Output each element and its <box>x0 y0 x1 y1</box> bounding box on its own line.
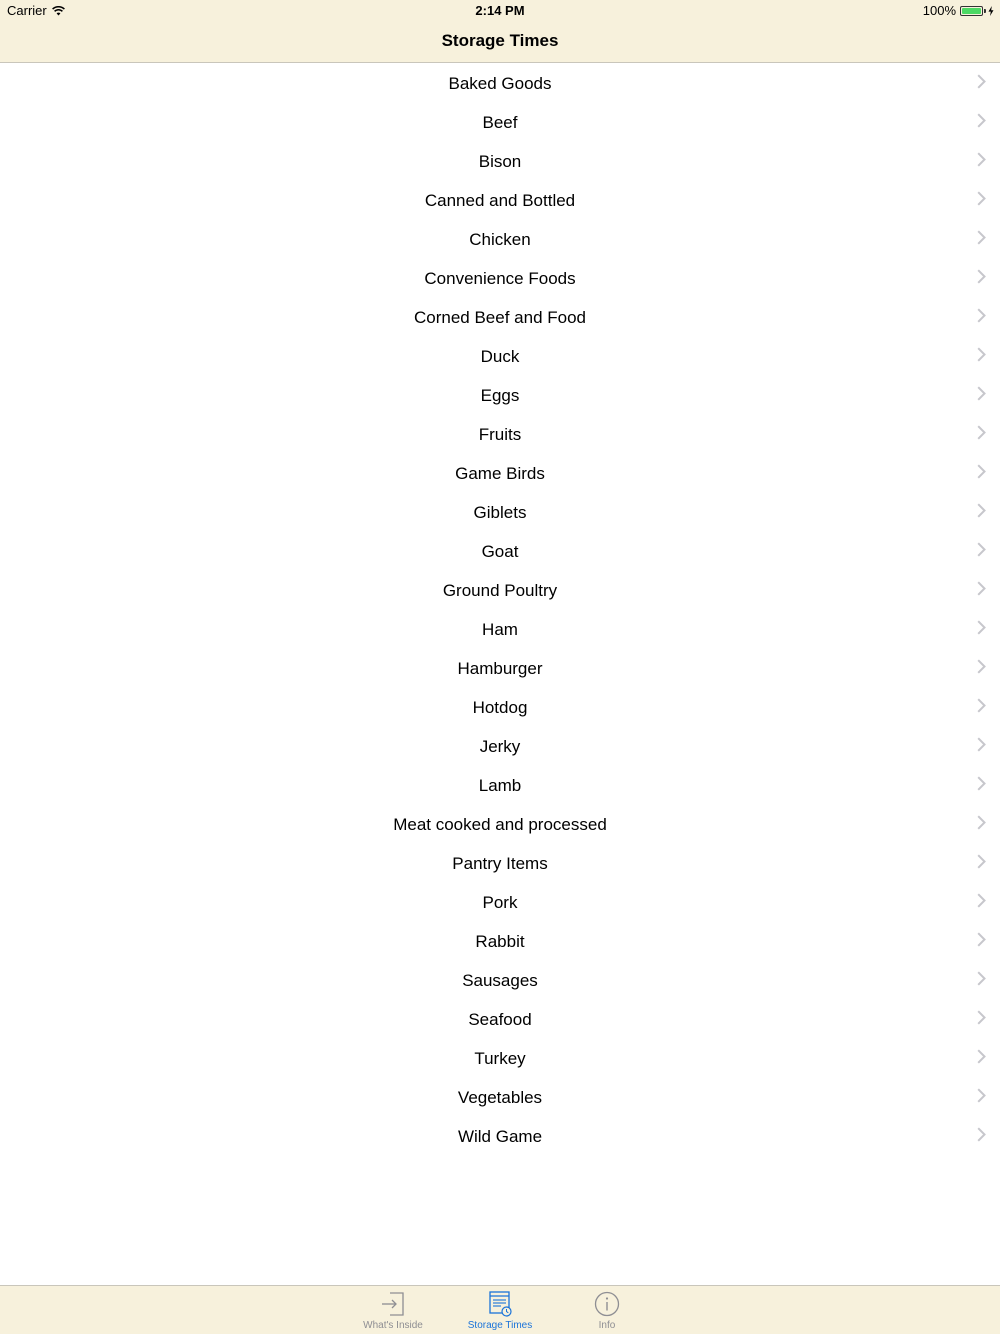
list-item[interactable] <box>0 141 1000 180</box>
list-item-label: Giblets <box>473 503 527 522</box>
list-item-label: Chicken <box>469 230 531 249</box>
list-item[interactable] <box>0 1077 1000 1116</box>
chevron-right-icon <box>977 308 986 323</box>
chevron-right-icon <box>977 1049 986 1064</box>
list-item[interactable] <box>0 726 1000 765</box>
chevron-right-icon <box>977 698 986 713</box>
list-item[interactable] <box>0 882 1000 921</box>
list-item-label: Jerky <box>479 737 521 756</box>
list-item-label: Pantry Items <box>452 854 548 873</box>
chevron-right-icon <box>977 74 986 89</box>
list-item[interactable] <box>0 570 1000 609</box>
chevron-right-icon <box>977 659 986 674</box>
list-item-label: Bison <box>478 152 522 171</box>
list-item[interactable] <box>0 609 1000 648</box>
list-item-label: Meat cooked and processed <box>393 815 607 834</box>
info-icon <box>593 1290 621 1318</box>
list-item-label: Duck <box>480 347 520 366</box>
status-right <box>923 3 994 18</box>
chevron-right-icon <box>977 503 986 518</box>
list-item[interactable] <box>0 375 1000 414</box>
list-item-label: Convenience Foods <box>424 269 576 288</box>
battery-tip <box>984 9 986 13</box>
status-time: 2:14 PM <box>475 3 525 18</box>
chevron-right-icon <box>977 425 986 440</box>
chevron-right-icon <box>977 776 986 791</box>
chevron-right-icon <box>977 269 986 284</box>
tab-storage-times[interactable] <box>450 1286 550 1334</box>
list-item-label: Goat <box>481 542 519 561</box>
list-item[interactable] <box>0 63 1000 102</box>
chevron-right-icon <box>977 1127 986 1142</box>
chevron-right-icon <box>977 347 986 362</box>
charging-bolt-icon <box>988 6 994 16</box>
list-item[interactable] <box>0 492 1000 531</box>
list-item[interactable] <box>0 960 1000 999</box>
chevron-right-icon <box>977 893 986 908</box>
list-item[interactable] <box>0 453 1000 492</box>
list-item[interactable] <box>0 219 1000 258</box>
chevron-right-icon <box>977 464 986 479</box>
chevron-right-icon <box>977 854 986 869</box>
list-item-label: Canned and Bottled <box>424 191 576 210</box>
list-item[interactable] <box>0 921 1000 960</box>
list-item-label: Sausages <box>462 971 538 990</box>
chevron-right-icon <box>977 152 986 167</box>
chevron-right-icon <box>977 1088 986 1103</box>
tab-info[interactable] <box>557 1286 657 1334</box>
list-item-label: Ham <box>482 620 518 639</box>
tab-label-storage-times: Storage Times <box>467 1320 533 1331</box>
list-item[interactable] <box>0 804 1000 843</box>
list-item[interactable] <box>0 687 1000 726</box>
page-title: Storage Times <box>441 31 559 50</box>
chevron-right-icon <box>977 620 986 635</box>
list-item[interactable] <box>0 102 1000 141</box>
list-item-label: Corned Beef and Food <box>413 308 586 327</box>
top-bar <box>0 0 1000 63</box>
list-item-label: Rabbit <box>475 932 525 951</box>
storage-times-icon <box>486 1290 514 1318</box>
chevron-right-icon <box>977 230 986 245</box>
list-item[interactable] <box>0 765 1000 804</box>
list-item[interactable] <box>0 999 1000 1038</box>
list-item-label: Game Birds <box>455 464 545 483</box>
list-item-label: Wild Game <box>457 1127 543 1146</box>
chevron-right-icon <box>977 386 986 401</box>
battery-percent: 100% <box>922 3 956 18</box>
battery-icon <box>960 6 983 16</box>
list-item[interactable] <box>0 1038 1000 1077</box>
list-item-label: Beef <box>482 113 518 132</box>
tab-bar <box>0 1285 1000 1334</box>
category-list <box>0 63 1000 1155</box>
list-item-label: Turkey <box>474 1049 526 1068</box>
chevron-right-icon <box>977 191 986 206</box>
chevron-right-icon <box>977 1010 986 1025</box>
list-item-label: Baked Goods <box>448 74 552 93</box>
sign-in-icon <box>379 1290 407 1318</box>
list-item-label: Lamb <box>478 776 522 795</box>
list-item-label: Hamburger <box>457 659 543 678</box>
list-item-label: Hotdog <box>472 698 528 717</box>
list-item-label: Vegetables <box>457 1088 543 1107</box>
list-item[interactable] <box>0 297 1000 336</box>
chevron-right-icon <box>977 932 986 947</box>
list-item[interactable] <box>0 1116 1000 1155</box>
list-item[interactable] <box>0 336 1000 375</box>
chevron-right-icon <box>977 737 986 752</box>
battery-fill <box>962 8 981 14</box>
list-item-label: Pork <box>482 893 518 912</box>
tab-whats-inside[interactable] <box>343 1286 443 1334</box>
tab-label-info: Info <box>598 1320 616 1331</box>
list-item-label: Eggs <box>480 386 520 405</box>
list-item-label: Fruits <box>478 425 522 444</box>
tab-label-whats-inside: What's Inside <box>363 1320 423 1331</box>
list-item[interactable] <box>0 648 1000 687</box>
chevron-right-icon <box>977 581 986 596</box>
carrier-label: Carrier <box>7 3 47 18</box>
list-item-label: Seafood <box>468 1010 532 1029</box>
list-item[interactable] <box>0 843 1000 882</box>
chevron-right-icon <box>977 113 986 128</box>
chevron-right-icon <box>977 542 986 557</box>
list-item[interactable] <box>0 531 1000 570</box>
chevron-right-icon <box>977 971 986 986</box>
list-item[interactable] <box>0 258 1000 297</box>
list-item[interactable] <box>0 414 1000 453</box>
chevron-right-icon <box>977 815 986 830</box>
list-item-label: Ground Poultry <box>442 581 558 600</box>
list-item[interactable] <box>0 180 1000 219</box>
